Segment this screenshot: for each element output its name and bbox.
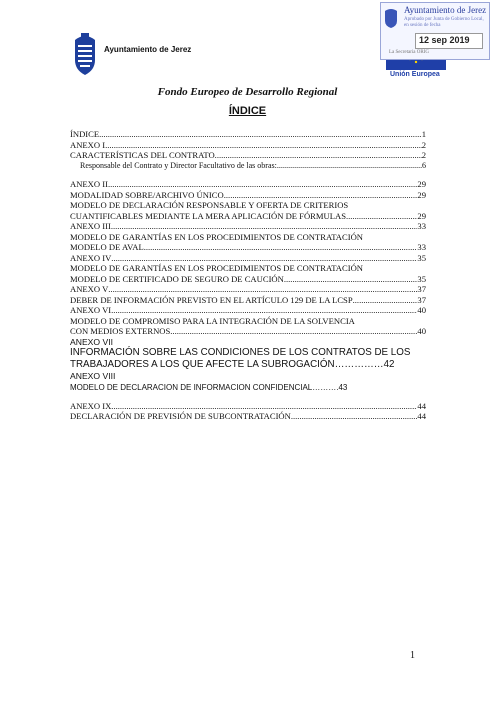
toc-entry-line[interactable]: MODELO DE GARANTÍAS EN LOS PROCEDIMIENTOS DE CONTRATACIÓN [70,263,364,273]
toc-entry[interactable]: ANEXO IX ..... 44 [70,401,426,412]
table-of-contents [70,129,426,422]
toc-entry[interactable]: CUANTIFICABLES MEDIANTE LA MERA APLICACIÓN DE FÓRMULAS ..... 29 [70,211,426,222]
toc-entry[interactable]: CON MEDIOS EXTERNOS ..... 40 [70,326,426,337]
toc-entry-line[interactable]: ANEXO VII [70,336,113,347]
index-title: ÍNDICE [228,105,267,117]
toc-entry[interactable]: ANEXO IV ..... 35 [70,253,426,264]
toc-entry[interactable]: DEBER DE INFORMACIÓN PREVISTO EN EL ARTÍCULO 129 DE LA LCSP ..... 37 [70,295,426,306]
stamp-subtitle: Aprobado por Junta de Gobierno Local, en sesión de fecha [404,17,484,28]
toc-entry-line[interactable]: ANEXO VIII [70,371,116,381]
org-name: Ayuntamiento de Jerez [104,45,192,54]
toc-entry[interactable]: ANEXO V ..... 37 [70,284,426,295]
stamp-date: 12 sep 2019 [419,35,470,45]
fund-title: Fondo Europeo de Desarrollo Regional [157,86,338,98]
jerez-crest-icon [72,32,98,76]
toc-entry-line[interactable]: INFORMACIÓN SOBRE LAS CONDICIONES DE LOS CONTRATOS DE LOS [70,347,411,358]
toc-entry-line[interactable]: MODELO DE DECLARACIÓN RESPONSABLE Y OFERTA DE CRITERIOS [70,200,349,210]
ayuntamiento-logo [72,32,192,82]
stamp-footer: La Secretaria ORIG [389,50,429,55]
toc-entry[interactable]: ANEXO VI ..... 40 [70,305,426,316]
page-number: 1 [410,650,415,661]
stamp-title: Ayuntamiento de Jerez [404,5,487,15]
toc-entry[interactable]: CARACTERÍSTICAS DEL CONTRATO ..... 2 [70,150,426,161]
toc-entry[interactable]: MODELO DE CERTIFICADO DE SEGURO DE CAUCIÓN. ..... 35 [70,274,426,285]
approval-stamp [380,2,490,60]
eu-label: Unión Europea [390,71,440,78]
toc-entry[interactable]: TRABAJADORES A LOS QUE AFECTE LA SUBROGACIÓN……………42 [70,359,395,370]
toc-entry[interactable]: ÍNDICE ..... 1 [70,129,426,140]
toc-entry[interactable]: ANEXO I ..... 2 [70,140,426,151]
toc-subentry[interactable]: Responsable del Contrato y Director Facultativo de las obras: ..... 6 [70,161,426,172]
toc-entry[interactable]: MODALIDAD SOBRE/ARCHIVO ÚNICO ..... 29 [70,190,426,201]
toc-entry-line[interactable]: MODELO DE GARANTÍAS EN LOS PROCEDIMIENTOS DE CONTRATACIÓN [70,231,364,242]
toc-entry[interactable]: ANEXO III ..... 33 [70,221,426,232]
toc-entry[interactable]: ANEXO II ..... 29 [70,179,426,190]
toc-entry[interactable]: MODELO DE AVAL ..... 33 [70,242,426,253]
toc-entry[interactable]: DECLARACIÓN DE PREVISIÓN DE SUBCONTRATACIÓN ..... 44 [70,411,426,422]
toc-entry-line[interactable]: MODELO DE COMPROMISO PARA LA INTEGRACIÓN DE LA SOLVENCIA [70,315,355,326]
stamp-crest-icon [384,7,398,29]
toc-entry[interactable]: MODELO DE DECLARACION DE INFORMACION CONFIDENCIAL……….43 [70,382,348,392]
